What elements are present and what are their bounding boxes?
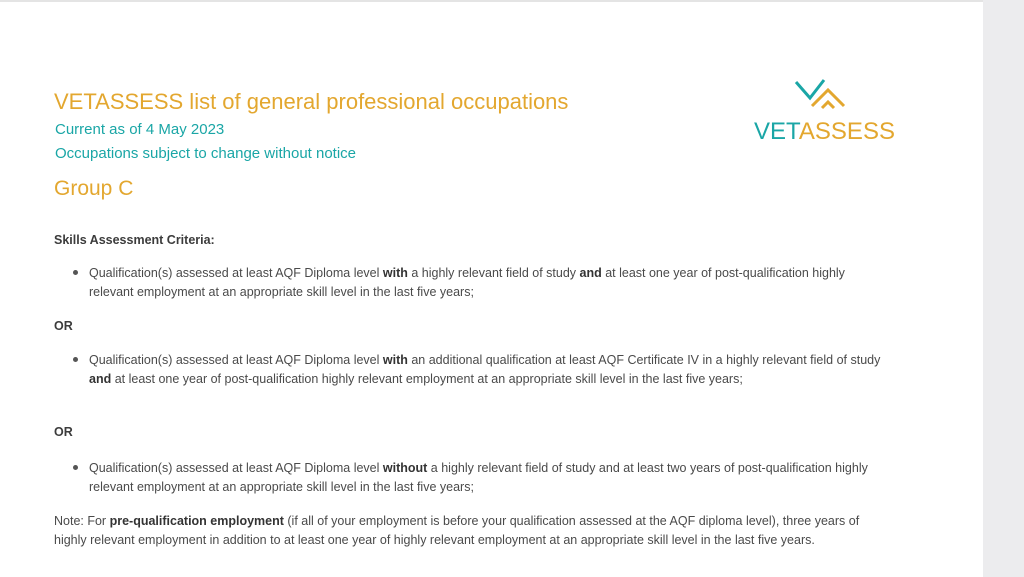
criteria-heading: Skills Assessment Criteria:: [54, 233, 215, 247]
note-prefix: Note: For: [54, 514, 110, 528]
logo-wordmark: [754, 118, 895, 146]
bullet-dot-icon: [73, 465, 78, 470]
bullet-text: at least one year of post-qualification highly relevant employment at an appropriate skill level in the last five years;: [89, 266, 845, 299]
group-heading: Group C: [54, 177, 134, 200]
bullet-bold: with: [382, 353, 408, 367]
bullet-text: a highly relevant field of study and at least two years of post-qualification highly relevant employment at an appropriate skill level in the last five years;: [89, 461, 868, 494]
note-text: (if all of your employment is before your qualification assessed at the AQF diploma level), three years of highly relevant employment in addition to at least one year of highly relevant employment at an appropriate skill level in the last five years.: [54, 514, 860, 547]
viewer-side-gutter: [983, 0, 1024, 577]
bullet-text: a highly relevant field of study: [407, 266, 580, 280]
criteria-bullet-2: [89, 351, 889, 389]
page-top-border: [0, 0, 983, 2]
change-notice: Occupations subject to change without notice: [55, 145, 357, 162]
bullet-text: an additional qualification at least AQF Certificate IV in a highly relevant field of study: [407, 353, 881, 367]
bullet-text: Qualification(s) assessed at least AQF Diploma level: [89, 266, 383, 280]
note-bold: pre-qualification employment: [109, 514, 284, 528]
or-separator: OR: [54, 425, 73, 439]
bullet-bold: and: [579, 266, 602, 280]
bullet-text: at least one year of post-qualification highly relevant employment at an appropriate skill level in the last five years;: [111, 372, 743, 386]
current-as-of: Current as of 4 May 2023: [55, 121, 225, 138]
note-paragraph: [54, 512, 894, 550]
bullet-dot-icon: [73, 357, 78, 362]
criteria-bullet-1: [89, 264, 889, 302]
bullet-dot-icon: [73, 270, 78, 275]
logo-text-assess: ASSESS: [798, 118, 895, 145]
bullet-text: Qualification(s) assessed at least AQF Diploma level: [89, 461, 383, 475]
logo-mark-icon: [792, 76, 854, 112]
document-title: VETASSESS list of general professional occupations: [54, 89, 569, 114]
bullet-bold: without: [382, 461, 428, 475]
bullet-bold: and: [89, 372, 112, 386]
bullet-bold: with: [382, 266, 408, 280]
logo-text-vet: VET: [754, 118, 799, 145]
bullet-text: Qualification(s) assessed at least AQF Diploma level: [89, 353, 383, 367]
criteria-bullet-3: [89, 459, 889, 497]
vetassess-logo: [752, 76, 897, 148]
or-separator: OR: [54, 319, 73, 333]
